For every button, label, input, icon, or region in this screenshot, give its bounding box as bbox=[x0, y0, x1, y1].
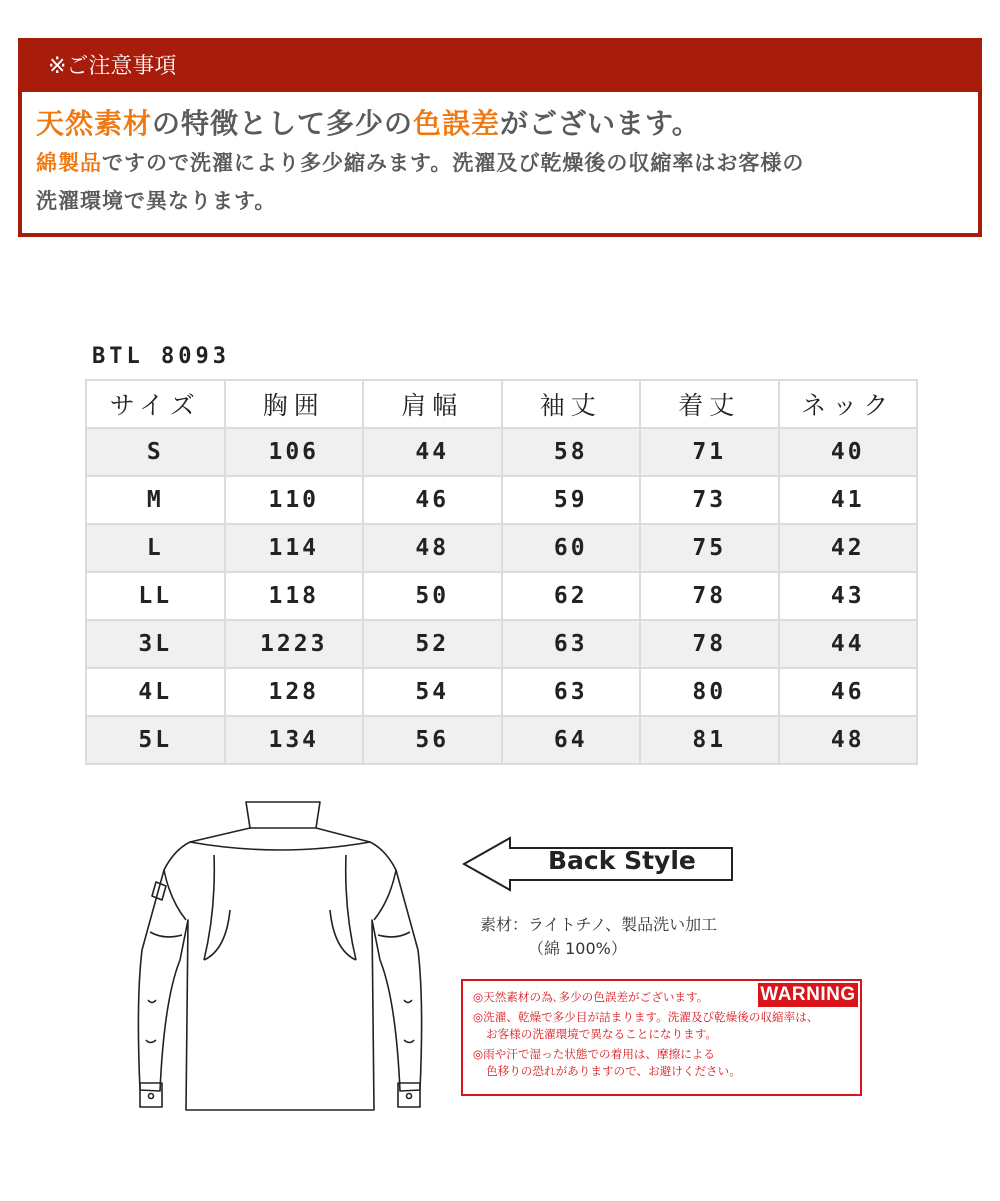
table-cell: 62 bbox=[502, 572, 641, 620]
table-cell: 59 bbox=[502, 476, 641, 524]
header-cell: 肩幅 bbox=[363, 380, 502, 428]
cotton-product-highlight: 綿製品 bbox=[36, 151, 102, 175]
table-row bbox=[86, 428, 917, 476]
table-cell: 81 bbox=[640, 716, 779, 764]
table-row bbox=[86, 572, 917, 620]
notice-header: ※ご注意事項 bbox=[22, 42, 978, 92]
header-cell: 胸囲 bbox=[225, 380, 364, 428]
notice-line-1-text: の特徴として多少の bbox=[152, 107, 414, 140]
notice-line-3: 洗濯環境で異なります。 bbox=[36, 189, 277, 213]
table-cell: 63 bbox=[502, 620, 641, 668]
notice-line-1-end: がございます。 bbox=[500, 107, 701, 140]
table-cell: 54 bbox=[363, 668, 502, 716]
table-cell: 60 bbox=[502, 524, 641, 572]
table-row bbox=[86, 716, 917, 764]
notice-line-2 bbox=[36, 144, 978, 182]
material-text: 素材：ライトチノ、製品洗い加工 bbox=[480, 915, 718, 934]
table-cell: 110 bbox=[225, 476, 364, 524]
warning-badge: WARNING bbox=[758, 983, 858, 1007]
back-style-label: Back Style bbox=[548, 846, 696, 875]
table-cell: 44 bbox=[363, 428, 502, 476]
notice-box bbox=[18, 38, 982, 237]
table-cell: 56 bbox=[363, 716, 502, 764]
header-cell: 着丈 bbox=[640, 380, 779, 428]
table-cell: 118 bbox=[225, 572, 364, 620]
size-table bbox=[85, 379, 918, 765]
notice-line-1 bbox=[36, 104, 978, 144]
table-cell: 48 bbox=[779, 716, 918, 764]
header-cell: サイズ bbox=[86, 380, 225, 428]
table-cell: 75 bbox=[640, 524, 779, 572]
warning-line-3b: 色移りの恐れがありますので、お避けください。 bbox=[486, 1064, 741, 1078]
composition-text: （綿 100%） bbox=[528, 939, 627, 958]
table-cell: 46 bbox=[779, 668, 918, 716]
table-cell: 44 bbox=[779, 620, 918, 668]
table-cell: 114 bbox=[225, 524, 364, 572]
table-cell: 5L bbox=[86, 716, 225, 764]
table-cell: 46 bbox=[363, 476, 502, 524]
table-cell: 52 bbox=[363, 620, 502, 668]
table-cell: 58 bbox=[502, 428, 641, 476]
table-cell: M bbox=[86, 476, 225, 524]
table-cell: 80 bbox=[640, 668, 779, 716]
shirt-back-illustration bbox=[130, 800, 430, 1115]
table-cell: S bbox=[86, 428, 225, 476]
notice-line-2-text: ですので洗濯により多少縮みます。洗濯及び乾燥後の収縮率はお客様の bbox=[102, 151, 805, 175]
table-cell: 78 bbox=[640, 620, 779, 668]
table-cell: 106 bbox=[225, 428, 364, 476]
color-error-highlight: 色誤差 bbox=[413, 107, 501, 140]
table-cell: 134 bbox=[225, 716, 364, 764]
notice-body bbox=[22, 92, 978, 220]
warning-line-3a: ◎雨や汗で湿った状態での着用は、摩擦による bbox=[473, 1047, 715, 1061]
table-cell: 78 bbox=[640, 572, 779, 620]
header-cell: 袖丈 bbox=[502, 380, 641, 428]
table-cell: 73 bbox=[640, 476, 779, 524]
warning-box bbox=[461, 979, 862, 1096]
table-cell: 40 bbox=[779, 428, 918, 476]
table-cell: 4L bbox=[86, 668, 225, 716]
table-row bbox=[86, 476, 917, 524]
model-number: BTL 8093 bbox=[92, 344, 230, 369]
table-cell: 64 bbox=[502, 716, 641, 764]
table-row bbox=[86, 524, 917, 572]
table-row bbox=[86, 620, 917, 668]
table-cell: 42 bbox=[779, 524, 918, 572]
table-cell: 41 bbox=[779, 476, 918, 524]
table-cell: 50 bbox=[363, 572, 502, 620]
warning-text bbox=[473, 989, 859, 1080]
table-cell: LL bbox=[86, 572, 225, 620]
table-cell: 43 bbox=[779, 572, 918, 620]
table-cell: 1223 bbox=[225, 620, 364, 668]
table-cell: 63 bbox=[502, 668, 641, 716]
table-row bbox=[86, 668, 917, 716]
table-header-row bbox=[86, 380, 917, 428]
header-cell: ネック bbox=[779, 380, 918, 428]
table-cell: 128 bbox=[225, 668, 364, 716]
warning-line-2a: ◎洗濯、乾燥で多少目が詰まります。洗濯及び乾燥後の収縮率は、 bbox=[473, 1010, 819, 1024]
table-cell: 3L bbox=[86, 620, 225, 668]
table-cell: 48 bbox=[363, 524, 502, 572]
warning-line-2b: お客様の洗濯環境で異なることになります。 bbox=[486, 1027, 717, 1041]
natural-material-highlight: 天然素材 bbox=[36, 107, 153, 140]
table-cell: 71 bbox=[640, 428, 779, 476]
warning-line-1: ◎天然素材の為､多少の色誤差がございます。 bbox=[473, 990, 709, 1004]
table-cell: L bbox=[86, 524, 225, 572]
